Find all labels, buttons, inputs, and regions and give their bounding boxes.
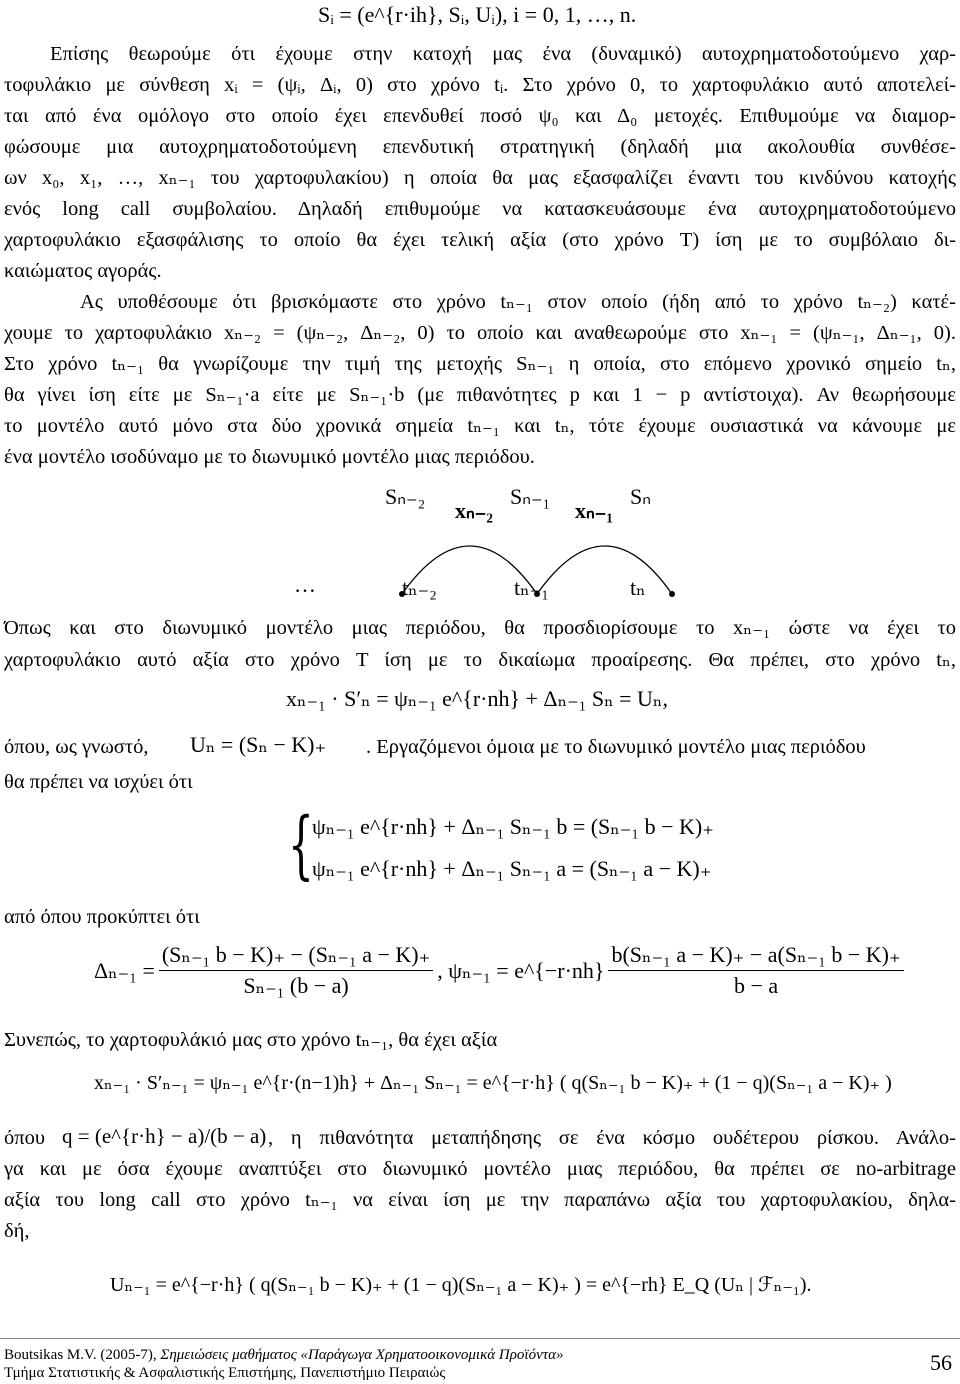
para1-line-6: ενός long call συμβολαίου. Δηλαδή επιθυμούμε να κατασκευάσουμε ένα αυτοχρηματοδοτούμενο xyxy=(4,198,956,220)
equation-payoff: Uₙ = (Sₙ − K)₊ xyxy=(190,732,327,757)
footer-title: Σημειώσεις μαθήματος «Παράγωγα Χρηματοοικονομικά Προϊόντα» xyxy=(160,1347,564,1363)
para4-line-3: αξία του long call στο χρόνο tₙ₋₁ να είναι ίση με την παραπάνω αξία του χαρτοφυλακίου, δηλα- xyxy=(4,1189,956,1211)
footer-line-1 xyxy=(4,1346,564,1364)
para1-line-7: χαρτοφυλάκιο εξασφάλισης το οποίο θα έχει τελική αξία (στο χρόνο T) ίση με το συμβόλαιο δι- xyxy=(4,229,956,251)
delta-fraction xyxy=(159,942,433,999)
para2-line-3: Στο χρόνο tₙ₋₁ θα γνωρίζουμε την τιμή της μετοχής Sₙ₋₁ η οποία, στο επόμενο χρονικό σημείο tₙ, xyxy=(4,353,956,375)
para2-line-5: το μοντέλο αυτό μόνο στα δύο χρονικά σημεία tₙ₋₁ και tₙ, τότε έχουμε ουσιαστικά να κάνουμε με xyxy=(4,415,956,437)
label-s-n-2: Sₙ₋₂ xyxy=(385,484,426,509)
para4-line-2: γα και με όσα έχουμε αναπτύξει στο διωνυμικό μοντέλο μιας περιόδου, θα πρέπει σε no-arbitrage xyxy=(4,1158,956,1180)
label-x-n-2: xₙ₋₂ xyxy=(455,498,493,523)
para4-line-1: , η πιθανότητα μεταπήδησης σε ένα κόσμο ουδέτερου ρίσκου. Ανάλο- xyxy=(268,1127,956,1149)
text-opou-prefix: όπου, ως γνωστό, xyxy=(4,736,149,758)
label-s-n-1: Sₙ₋₁ xyxy=(510,484,551,509)
page-number: 56 xyxy=(930,1350,952,1375)
para1-line-2: τοφυλάκιο με σύνθεση xᵢ = (ψᵢ, Δᵢ, 0) στο χρόνο tᵢ. Στο χρόνο 0, το χαρτοφυλάκιο αυτό αποτελεί- xyxy=(4,74,956,96)
label-t-n-1: tₙ₋₁ xyxy=(514,575,549,600)
para2-line-6: ένα μοντέλο ισοδύναμο με το διωνυμικό μοντέλο μιας περιόδου. xyxy=(4,446,535,468)
text-apo: από όπου προκύπτει ότι xyxy=(4,906,200,928)
label-x-n-1: xₙ₋₁ xyxy=(575,498,613,523)
para4-line-4: δή, xyxy=(4,1220,30,1242)
footer-rule xyxy=(0,1338,960,1339)
label-s-n: Sₙ xyxy=(630,484,652,509)
arc-n-1 xyxy=(537,546,672,594)
text-opou-q: όπου xyxy=(4,1127,45,1149)
para3-line-1: Όπως και στο διωνυμικό μοντέλο μιας περιόδου, θα προσδιορίσουμε το xₙ₋₁ ώστε να έχει το xyxy=(4,617,956,639)
psi-fraction xyxy=(608,942,903,999)
system-equation-1: ψₙ₋₁ e^{r·nh} + Δₙ₋₁ Sₙ₋₁ b = (Sₙ₋₁ b − K)₊ xyxy=(312,814,714,839)
label-t-n-2: tₙ₋₂ xyxy=(402,575,437,600)
equation-q: q = (e^{r·h} − a)/(b − a) xyxy=(62,1124,267,1148)
label-t-n: tₙ xyxy=(630,575,646,600)
delta-denominator: Sₙ₋₁ (b − a) xyxy=(243,973,349,998)
para2-line-2: χουμε το χαρτοφυλάκιο xₙ₋₂ = (ψₙ₋₂, Δₙ₋₂, 0) το οποίο και αναθεωρούμε στο xₙ₋₁ = (ψₙ₋₁, Δₙ₋₁, 0). xyxy=(4,322,956,344)
footer-author: Boutsikas M.V. (2005-7), xyxy=(4,1347,157,1363)
delta-numerator: (Sₙ₋₁ b − K)₊ − (Sₙ₋₁ a − K)₊ xyxy=(159,942,433,971)
para1-line-3: ται από ένα ομόλογο στο οποίο έχει επενδυθεί ποσό ψ₀ και Δ₀ μετοχές. Επιθυμούμε να διαμορ- xyxy=(4,105,956,127)
equation-portfolio-value: xₙ₋₁ · S′ₙ = ψₙ₋₁ e^{r·nh} + Δₙ₋₁ Sₙ = Uₙ, xyxy=(286,686,668,711)
footer-line-2: Τμήμα Στατιστικής & Ασφαλιστικής Επιστήμης, Πανεπιστήμιο Πειραιώς xyxy=(4,1365,446,1381)
timeline-diagram xyxy=(0,470,960,600)
delta-lhs: Δₙ₋₁ = xyxy=(94,957,155,983)
timeline-ellipsis: … xyxy=(294,572,316,597)
text-opou-suffix: . Εργαζόμενοι όμοια με το διωνυμικό μοντέλο μιας περιόδου xyxy=(366,736,866,758)
top-formula: Sᵢ = (e^{r·ih}, Sᵢ, Uᵢ), i = 0, 1, …, n. xyxy=(318,2,637,27)
para3-line-2: χαρτοφυλάκιο αυτό αξία στο χρόνο T ίση με το δικαίωμα προαίρεσης. Θα πρέπει, στο χρόνο tₙ, xyxy=(4,649,956,671)
para1-line-4: φώσουμε μια αυτοχρηματοδοτούμενη επενδυτική στρατηγική (δηλαδή μια ακολουθία συνθέσε- xyxy=(4,136,956,158)
psi-lhs: , ψₙ₋₁ = e^{−r·nh} xyxy=(437,957,605,983)
node-t-n xyxy=(669,591,675,597)
para1-line-8: καιώματος αγοράς. xyxy=(4,260,162,282)
psi-denominator: b − a xyxy=(733,973,779,998)
system-brace: { xyxy=(288,802,314,888)
text-synepos: Συνεπώς, το χαρτοφυλάκιό μας στο χρόνο tₙ₋₁, θα έχει αξία xyxy=(4,1029,498,1051)
para1-line-1: Επίσης θεωρούμε ότι έχουμε στην κατοχή μας ένα (δυναμικό) αυτοχρηματοδοτούμενο χαρ- xyxy=(50,43,956,65)
equation-portfolio-value-n-1: xₙ₋₁ · S′ₙ₋₁ = ψₙ₋₁ e^{r·(n−1)h} + Δₙ₋₁ Sₙ₋₁ = e^{−r·h} ( q(Sₙ₋₁ b − K)₊ + (1 − q)(Sₙ₋₁ a − K)₊ ) xyxy=(94,1072,892,1094)
psi-numerator: b(Sₙ₋₁ a − K)₊ − a(Sₙ₋₁ b − K)₊ xyxy=(608,942,903,971)
text-prepei: θα πρέπει να ισχύει ότι xyxy=(4,771,193,793)
para1-line-5: ων x₀, x₁, …, xₙ₋₁ του χαρτοφυλακίου) η οποία θα μας εξασφαλίζει έναντι του κινδύνου κατοχής xyxy=(4,167,956,189)
equation-call-value: Uₙ₋₁ = e^{−r·h} ( q(Sₙ₋₁ b − K)₊ + (1 − q)(Sₙ₋₁ a − K)₊ ) = e^{−rh} E_Q (Uₙ | ℱₙ₋₁). xyxy=(110,1274,812,1296)
equation-delta-psi xyxy=(94,942,908,999)
system-equation-2: ψₙ₋₁ e^{r·nh} + Δₙ₋₁ Sₙ₋₁ a = (Sₙ₋₁ a − K)₊ xyxy=(312,856,712,881)
para2-line-1: Ας υποθέσουμε ότι βρισκόμαστε στο χρόνο tₙ₋₁ στον οποίο (ήδη από το χρόνο tₙ₋₂) κατέ- xyxy=(80,291,956,313)
para2-line-4: θα γίνει ίση είτε με Sₙ₋₁·a είτε με Sₙ₋₁·b (με πιθανότητες p και 1 − p αντίστοιχα). Αν θεωρήσουμε xyxy=(4,384,956,406)
